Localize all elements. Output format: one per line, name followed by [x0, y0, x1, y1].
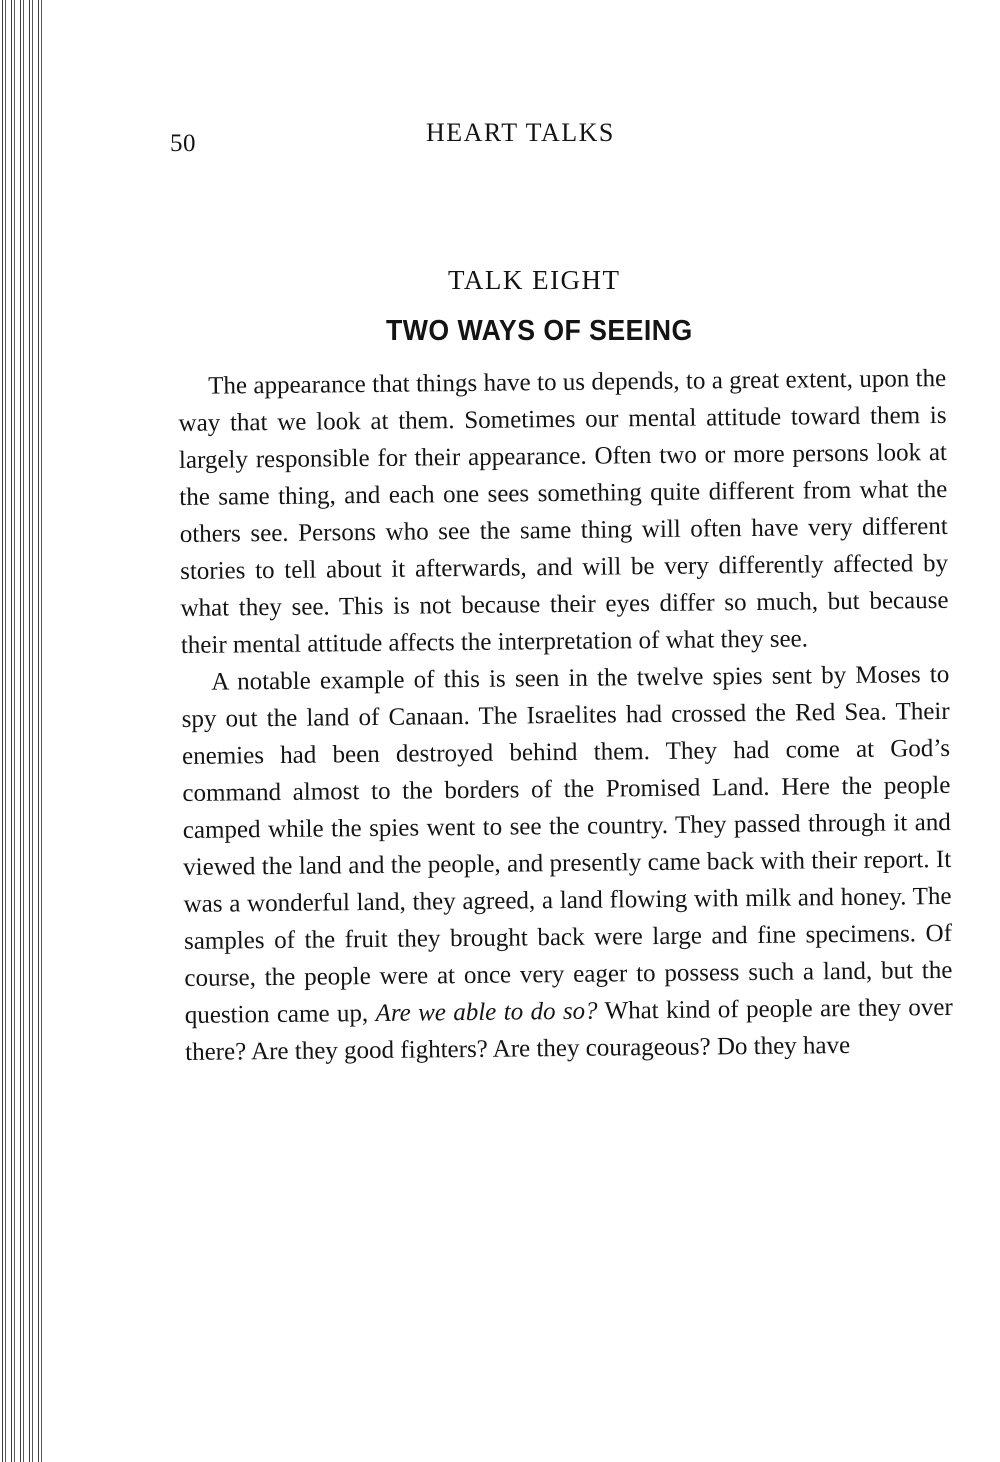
paragraph-2-italic-question: Are we able to do so?: [375, 997, 598, 1027]
page-number: 50: [170, 130, 196, 157]
book-page: [170, 110, 953, 1066]
chapter-title: TWO WAYS OF SEEING: [386, 315, 693, 347]
paragraph-2: [181, 656, 953, 1071]
chapter-label: TALK EIGHT: [448, 265, 621, 295]
running-title: HEART TALKS: [426, 118, 615, 147]
running-head: [170, 110, 946, 160]
paragraph-2-text-before: A notable example of this is seen in the twelve spies sent by Moses to spy out the land of Canaan. The Israelites had crossed the Red Sea. Their enemies had been destroyed behind them. They had come at God’s command almost to the borders of the Promised Land. Here the people camped while the spies went to see the country. They passed through it and viewed the land and the people, and presently came back with their report. It was a wonderful land, they agreed, a land flowing with milk and honey. The samples of the fruit they brought back were large and fine specimens. Of course, the people were at once very eager to possess such a land, but the question came up,: [181, 660, 953, 1029]
paragraph-2-text-after: What kind of people are they over there? Are they good fighters? Are they courageous? Do they have: [185, 993, 953, 1066]
paragraph-1: The appearance that things have to us depends, to a great extent, upon the way that we look at them. Sometimes our mental attitude toward them is largely responsible for their appearance. Often two or more persons look at the same thing, and each one sees something quite different from what the others see. Persons who see the same thing will often have very different stories to tell about it afterwards, and will be very differently affected by what they see. This is not because their eyes differ so much, but because their mental attitude affects the interpretation of what they see.: [178, 364, 949, 659]
body-text: [178, 360, 953, 1071]
book-binding-edge: [0, 0, 42, 1462]
